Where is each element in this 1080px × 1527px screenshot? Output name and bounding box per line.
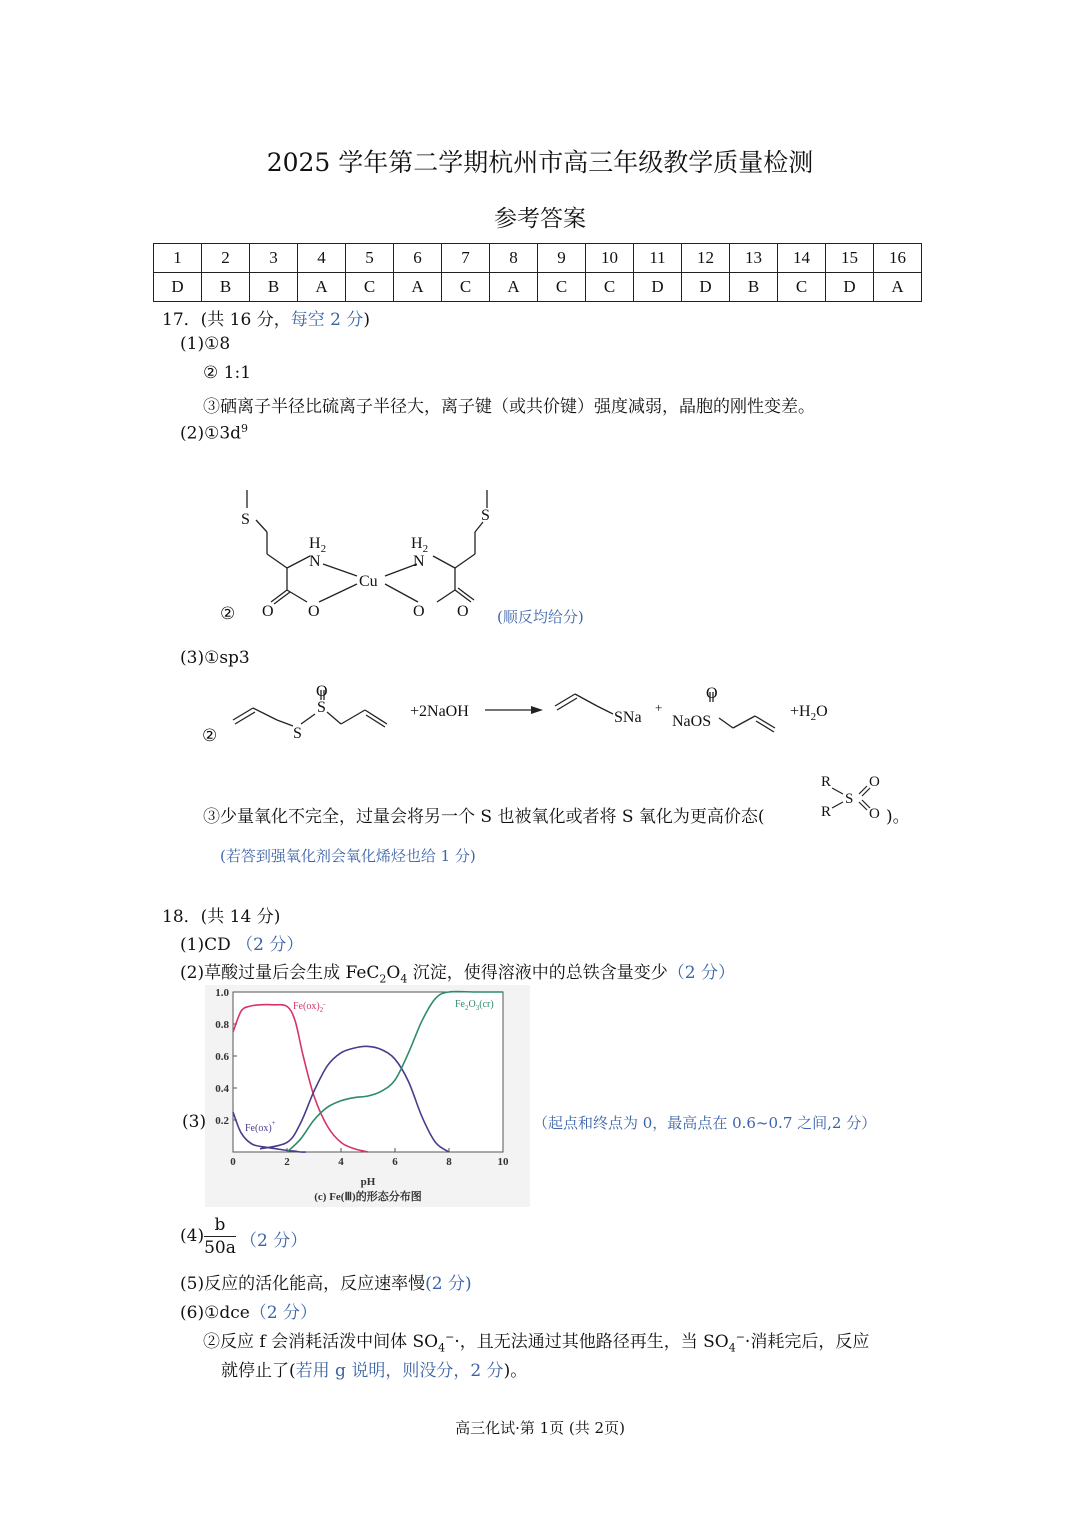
q18-p2 [180, 958, 735, 985]
q18-p6-3-text-b: )。 [503, 1361, 528, 1381]
sulfone-o-top: O [869, 774, 880, 790]
q18-p6-2-sup-b: − [735, 1330, 745, 1344]
chart-series-label-part: O [468, 999, 476, 1010]
chart-xtick-label: 2 [284, 1156, 290, 1168]
q18-p2-sub2: 4 [400, 972, 408, 986]
complex-o-right: O [413, 603, 425, 620]
answer-letter-cell: B [250, 273, 298, 302]
sulfone-r-top: R [821, 774, 832, 790]
q18-p6-3-note: 若用 g 说明，则没分，2 分 [295, 1361, 504, 1381]
q18-p6-2-sub-b: 4 [728, 1341, 736, 1355]
chart-series-label-part: 2 [465, 1004, 469, 1012]
q18-p6-2-text-a: ②反应 f 会消耗活泼中间体 SO [203, 1332, 439, 1352]
answer-number-cell: 11 [634, 244, 682, 273]
answer-letter-cell: B [730, 273, 778, 302]
sulfone-o-bottom: O [869, 806, 880, 822]
chart-series-label-part: Fe(ox) [245, 1123, 272, 1134]
answer-number-cell: 13 [730, 244, 778, 273]
product-water-o: O [816, 703, 828, 720]
product-sna: SNa [614, 709, 642, 726]
answer-letter-cell: A [490, 273, 538, 302]
q18-p6-3-text-a: 就停止了( [221, 1361, 296, 1381]
product-sulfonate-o: O [706, 685, 718, 702]
chart-series-label-part: Fe(ox) [293, 1001, 320, 1012]
q18-p4-fraction [204, 1214, 236, 1259]
q17-header-close: ) [363, 310, 370, 330]
answer-table-number-row [154, 244, 922, 273]
answer-letter-cell: C [778, 273, 826, 302]
answer-number-cell: 15 [826, 244, 874, 273]
answer-number-cell: 14 [778, 244, 826, 273]
q17-p3-2-label: ② [202, 726, 218, 746]
answer-letter-cell: B [202, 273, 250, 302]
complex-s-right: S [481, 507, 490, 524]
chart-xtick-label: 8 [446, 1156, 452, 1168]
chart-ytick-label: 0.4 [215, 1083, 229, 1095]
q17-p3-1: (3)①sp3 [180, 648, 250, 668]
q17-p1-2: ② 1:1 [203, 363, 252, 383]
chart-series-label-part: - [323, 1000, 326, 1008]
answer-number-cell: 5 [346, 244, 394, 273]
answer-number-cell: 3 [250, 244, 298, 273]
q17-p2-2-label: ② [220, 604, 236, 624]
answer-number-cell: 7 [442, 244, 490, 273]
sulfone-s: S [845, 791, 854, 807]
answer-letter-cell: A [874, 273, 922, 302]
q18-p4-label: (4) [180, 1226, 205, 1246]
q17-header [162, 305, 370, 330]
answer-letter-cell: A [394, 273, 442, 302]
chart-xtick-label: 10 [497, 1156, 509, 1168]
chart-ytick-label: 1.0 [215, 987, 229, 999]
q17-p1-3: ③硒离子半径比硫离子半径大，离子键（或共价键）强度减弱，晶胞的刚性变差。 [203, 397, 815, 417]
q18-p5-note: (2 分) [425, 1274, 472, 1294]
q18-p4-note: （2 分） [240, 1231, 308, 1251]
chart-ytick-label: 0.8 [215, 1019, 229, 1031]
page-title: 2025 学年第二学期杭州市高三年级教学质量检测 [266, 148, 814, 177]
answer-letter-cell: C [346, 273, 394, 302]
fe-speciation-chart [205, 985, 530, 1207]
complex-h2-left [309, 535, 326, 555]
complex-o-left: O [308, 603, 320, 620]
cu-complex-structure [225, 480, 515, 630]
page-footer: 高三化试·第 1页 (共 2页) [455, 1419, 625, 1437]
q17-p2-2-note: (顺反均给分) [497, 608, 584, 626]
chart-ytick-label: 0.6 [215, 1051, 229, 1063]
answer-number-cell: 16 [874, 244, 922, 273]
q18-p2-text-a: (2)草酸过量后会生成 FeC [180, 963, 380, 983]
q18-p1-note: （2 分） [236, 935, 304, 955]
chart-series-label-part: + [271, 1119, 276, 1127]
q18-p6-3 [221, 1356, 527, 1381]
q18-p6-2-text-b: ·，且无法通过其他路径再生，当 SO [454, 1332, 729, 1352]
product-plus: + [655, 700, 663, 715]
q17-header-note: 每空 2 分 [290, 310, 364, 330]
complex-cu: Cu [359, 573, 378, 590]
q17-p2-1 [180, 422, 248, 444]
reactant-o: O [316, 683, 328, 700]
answer-letter-cell: C [586, 273, 634, 302]
answer-letter-cell: A [298, 273, 346, 302]
q18-p5 [180, 1269, 472, 1294]
answer-letter-cell: C [442, 273, 490, 302]
complex-n-left: N [309, 553, 321, 570]
product-water [790, 703, 828, 723]
complex-o-carbonyl-left: O [262, 603, 274, 620]
q18-p4-denominator: 50a [204, 1238, 236, 1258]
q18-p6-1 [180, 1298, 317, 1323]
q17-header-text: 17．(共 16 分， [162, 310, 291, 330]
answer-number-cell: 4 [298, 244, 346, 273]
answer-number-cell: 10 [586, 244, 634, 273]
q17-p3-3: ③少量氧化不完全，过量会将另一个 S 也被氧化或者将 S 氧化为更高价态( [203, 807, 765, 827]
q18-p6-1-text: (6)①dce [180, 1303, 250, 1323]
answer-letter-cell: D [634, 273, 682, 302]
q17-p3-3-end: )。 [886, 807, 910, 827]
complex-h2-right-h: H [411, 535, 423, 552]
reactant-s-oxidized: S [317, 699, 326, 716]
q18-p6-2 [203, 1327, 869, 1354]
answer-number-cell: 12 [682, 244, 730, 273]
q17-p1-1: (1)①8 [180, 334, 231, 354]
chart-xtick-label: 6 [392, 1156, 398, 1168]
chart-xtick-label: 0 [230, 1156, 236, 1168]
q18-p1-text: (1)CD [180, 935, 231, 955]
q18-p6-2-sup-a: − [445, 1330, 455, 1344]
q17-p2-1-text: (2)①3d [180, 423, 242, 444]
chart-ytick-label: 0.2 [215, 1115, 229, 1127]
q18-p3-label: (3) [182, 1112, 207, 1132]
q18-p5-text: (5)反应的活化能高，反应速率慢 [180, 1274, 426, 1294]
answer-number-cell: 6 [394, 244, 442, 273]
sulfone-structure [815, 770, 895, 822]
chart-series-label-part: (cr) [479, 999, 494, 1010]
q18-p6-1-note: （2 分） [249, 1303, 318, 1323]
product-water-sub: 2 [810, 711, 817, 723]
chart-series-label-part: Fe [455, 999, 465, 1010]
answer-letter-cell: D [682, 273, 730, 302]
q18-p2-note: （2 分） [667, 963, 735, 983]
answer-number-cell: 9 [538, 244, 586, 273]
answer-number-cell: 1 [154, 244, 202, 273]
complex-o-carbonyl-right: O [457, 603, 469, 620]
complex-h2-left-sub: 2 [320, 543, 327, 555]
answer-letter-cell: D [154, 273, 202, 302]
page-subtitle: 参考答案 [494, 206, 586, 232]
q18-p2-text-c: 沉淀，使得溶液中的总铁含量变少 [407, 963, 668, 983]
complex-s-left: S [241, 511, 250, 528]
q18-p6-2-sub-a: 4 [438, 1341, 446, 1355]
complex-h2-right [411, 535, 428, 555]
chart-series-label-part: 3 [475, 1004, 480, 1012]
q17-p3-3-note: (若答到强氧化剂会氧化烯烃也给 1 分) [220, 847, 476, 865]
complex-h2-left-h: H [309, 535, 321, 552]
reaction-scheme [225, 680, 845, 750]
q18-p6-2-text-c: ·消耗完后，反应 [744, 1332, 870, 1352]
q17-p2-1-sup: 9 [241, 422, 249, 435]
q18-p4-numerator: b [204, 1214, 236, 1237]
reactant-s: S [293, 725, 302, 742]
q18-p1 [180, 930, 303, 955]
answer-number-cell: 8 [490, 244, 538, 273]
chart-xlabel: pH [360, 1176, 376, 1188]
q18-header: 18．(共 14 分) [162, 907, 281, 927]
reagent-naoh: +2NaOH [410, 703, 469, 720]
answer-table-answer-row [154, 273, 922, 302]
answer-table [153, 243, 922, 302]
q18-p2-sub1: 2 [379, 972, 387, 986]
q18-p2-text-b: O [386, 963, 401, 983]
q18-p3-note: （起点和终点为 0，最高点在 0.6~0.7 之间,2 分） [533, 1114, 877, 1132]
complex-n-right: N [413, 553, 425, 570]
answer-letter-cell: C [538, 273, 586, 302]
answer-number-cell: 2 [202, 244, 250, 273]
product-water-h: +H [790, 703, 811, 720]
chart-series-label-part: 2 [319, 1006, 324, 1014]
complex-h2-right-sub: 2 [422, 543, 429, 555]
sulfone-r-bottom: R [821, 804, 832, 820]
product-naos: NaOS [672, 713, 712, 730]
chart-title: (c) Fe(Ⅲ)的形态分布图 [314, 1191, 422, 1203]
chart-xtick-label: 4 [338, 1156, 344, 1168]
answer-letter-cell: D [826, 273, 874, 302]
